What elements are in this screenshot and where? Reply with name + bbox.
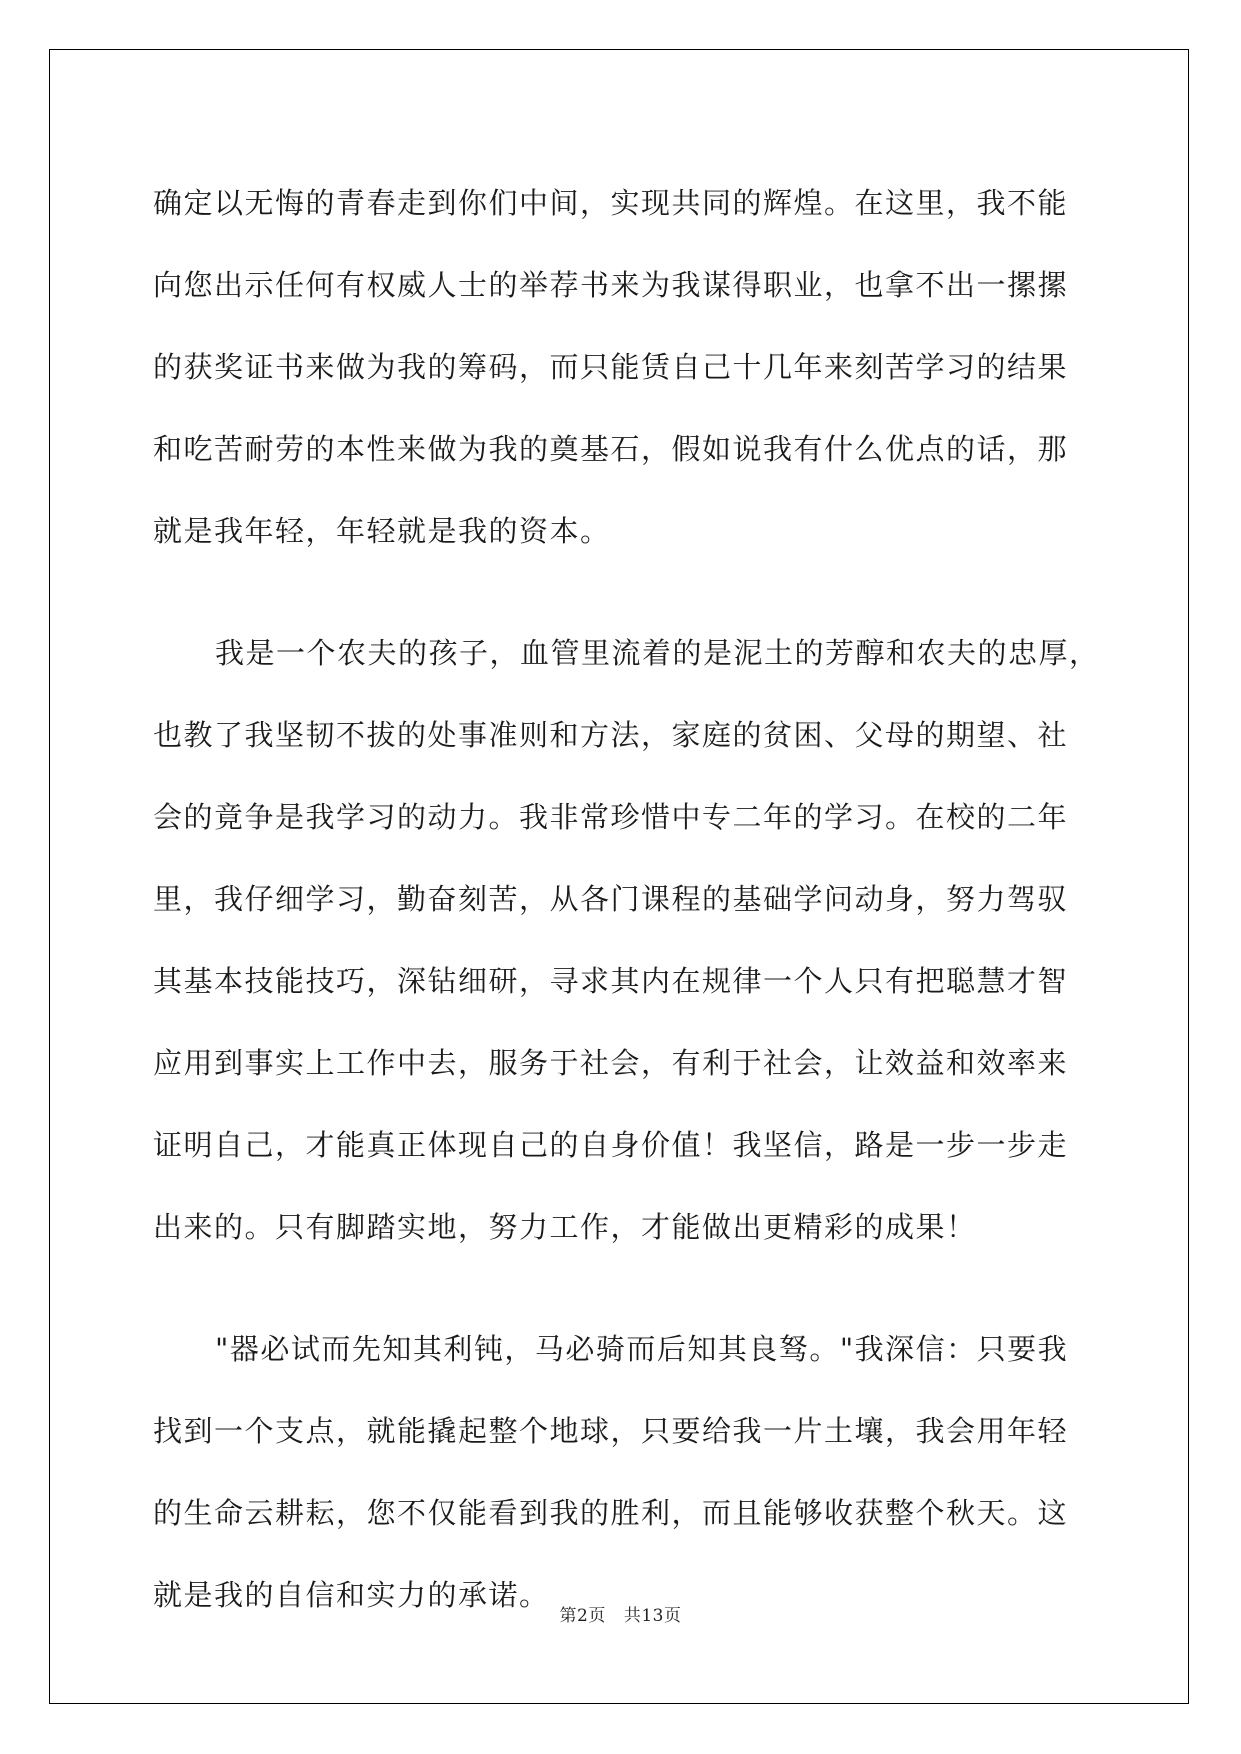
text-line: 也教了我坚韧不拔的处事准则和方法，家庭的贫困、父母的期望、社	[153, 718, 1069, 752]
text-line: "器必试而先知其利钝，马必骑而后知其良驽。"我深信：只要我	[215, 1332, 1069, 1366]
text-line: 我是一个农夫的孩子，血管里流着的是泥土的芳醇和农夫的忠厚，	[215, 636, 1100, 670]
page-number: 第2页	[559, 1606, 606, 1626]
text-line: 和吃苦耐劳的本性来做为我的奠基石，假如说我有什么优点的话，那	[153, 432, 1069, 466]
text-line: 就是我年轻，年轻就是我的资本。	[153, 514, 611, 548]
paragraph-3	[153, 1308, 1093, 1636]
text-line: 其基本技能技巧，深钻细研，寻求其内在规律一个人只有把聪慧才智	[153, 964, 1069, 998]
text-line: 的生命云耕耘，您不仅能看到我的胜利，而且能够收获整个秋天。这	[153, 1496, 1069, 1530]
paragraph-2	[153, 612, 1100, 1268]
text-line: 找到一个支点，就能撬起整个地球，只要给我一片土壤，我会用年轻	[153, 1414, 1069, 1448]
text-line: 里，我仔细学习，勤奋刻苦，从各门课程的基础学问动身，努力驾驭	[153, 882, 1069, 916]
text-line: 应用到事实上工作中去，服务于社会，有利于社会，让效益和效率来	[153, 1046, 1069, 1080]
paragraph-1	[153, 162, 1093, 572]
page-footer	[0, 1601, 1241, 1626]
text-line: 确定以无悔的青春走到你们中间，实现共同的辉煌。在这里，我不能	[153, 186, 1069, 220]
text-line: 就是我的自信和实力的承诺。	[153, 1578, 550, 1612]
text-line: 出来的。只有脚踏实地，努力工作，才能做出更精彩的成果！	[153, 1210, 977, 1244]
document-body	[153, 162, 1100, 1676]
text-line: 证明自己，才能真正体现自己的自身价值！我坚信，路是一步一步走	[153, 1128, 1069, 1162]
text-line: 向您出示任何有权威人士的举荐书来为我谋得职业，也拿不出一摞摞	[153, 268, 1069, 302]
page-total: 共13页	[623, 1606, 682, 1626]
text-line: 的获奖证书来做为我的筹码，而只能赁自己十几年来刻苦学习的结果	[153, 350, 1069, 384]
text-line: 会的竟争是我学习的动力。我非常珍惜中专二年的学习。在校的二年	[153, 800, 1069, 834]
